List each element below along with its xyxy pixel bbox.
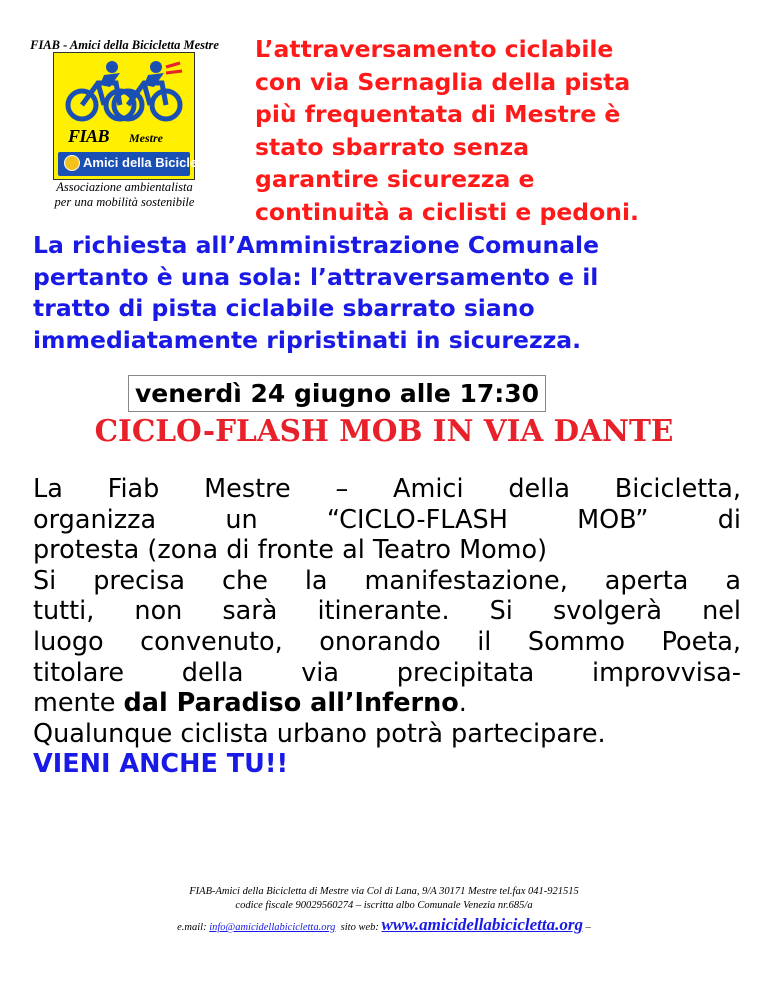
org-name-header: FIAB - Amici della Bicicletta Mestre bbox=[30, 38, 219, 52]
body-line: organizza un “CICLO-FLASH MOB” di bbox=[33, 504, 741, 535]
association-tagline bbox=[17, 180, 232, 210]
headline-line: stato sbarrato senza bbox=[255, 132, 530, 161]
emphasis-text: dal Paradiso all’Inferno bbox=[123, 688, 459, 719]
logo-band-text: Amici della Bicicletta bbox=[83, 155, 214, 170]
body-line: protesta (zona di fronte al Teatro Momo) bbox=[33, 535, 548, 566]
request-line: pertanto è una sola: l’attraversamento e il bbox=[33, 262, 599, 291]
call-to-action: VIENI ANCHE TU!! bbox=[33, 749, 289, 780]
headline-line: con via Sernaglia della pista bbox=[255, 67, 631, 96]
logo-band bbox=[58, 152, 214, 176]
footer-address: FIAB-Amici della Bicicletta di Mestre via Col di Lana, 9/A 30171 Mestre tel.fax 041-921515 bbox=[189, 886, 579, 897]
body-text bbox=[33, 474, 741, 780]
website-label: sito web: bbox=[340, 922, 379, 933]
logo-brand-city: Mestre bbox=[129, 131, 163, 145]
email-link[interactable]: info@amicidellabicicletta.org bbox=[209, 922, 336, 933]
headline-line: L’attraversamento ciclabile bbox=[255, 35, 614, 63]
footer-contacts bbox=[0, 915, 768, 935]
request-paragraph bbox=[33, 230, 748, 356]
body-line: luogo convenuto, onorando il Sommo Poeta, bbox=[33, 626, 741, 657]
headline-line: continuità a ciclisti e pedoni. bbox=[255, 197, 639, 226]
body-line: Qualunque ciclista urbano potrà partecipare. bbox=[33, 718, 606, 749]
association-line-1: Associazione ambientalista bbox=[56, 180, 193, 194]
fiab-logo bbox=[53, 52, 214, 180]
headline-line: più frequentata di Mestre è bbox=[255, 100, 621, 128]
request-line: La richiesta all’Amministrazione Comunale bbox=[33, 231, 600, 259]
headline-line: garantire sicurezza e bbox=[255, 165, 535, 193]
association-line-2: per una mobilità sostenibile bbox=[54, 195, 195, 209]
request-line: tratto di pista ciclabile sbarrato siano bbox=[33, 294, 535, 322]
headline bbox=[255, 33, 760, 228]
website-link[interactable]: www.amicidellabicicletta.org bbox=[381, 915, 583, 934]
seal-icon bbox=[64, 155, 80, 171]
body-text-fragment: . bbox=[458, 688, 467, 719]
email-label: e.mail: bbox=[177, 922, 207, 933]
body-line bbox=[33, 688, 741, 719]
event-title: CICLO-FLASH MOB IN VIA DANTE bbox=[94, 413, 674, 448]
event-date-box: venerdì 24 giugno alle 17:30 bbox=[128, 375, 546, 412]
request-line: immediatamente ripristinati in sicurezza. bbox=[33, 325, 582, 354]
body-line: titolare della via precipitata improvvisa- bbox=[33, 657, 741, 688]
footer bbox=[0, 885, 768, 935]
logo-brand: FIAB bbox=[68, 126, 110, 146]
body-line: Si precisa che la manifestazione, aperta a bbox=[33, 565, 741, 596]
body-line: tutti, non sarà itinerante. Si svolgerà nel bbox=[33, 596, 741, 627]
footer-registration: codice fiscale 90029560274 – iscritta albo Comunale Venezia nr.685/a bbox=[235, 900, 533, 911]
body-text-fragment: mente bbox=[33, 688, 124, 719]
body-line: La Fiab Mestre – Amici della Bicicletta, bbox=[33, 474, 741, 504]
footer-trail: – bbox=[585, 922, 591, 933]
